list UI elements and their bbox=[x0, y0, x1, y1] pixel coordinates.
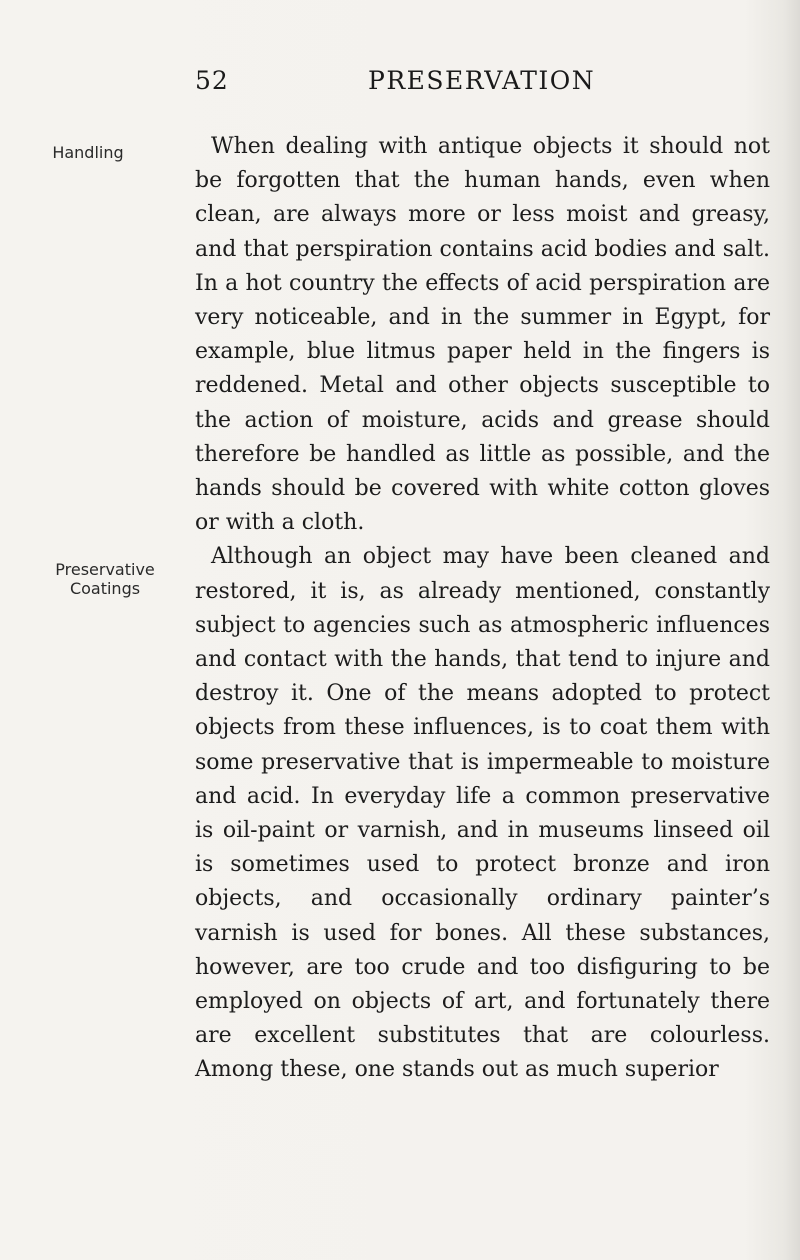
running-title: PRESERVATION bbox=[368, 66, 596, 95]
sidenote-handling: Handling bbox=[52, 143, 124, 162]
page-header bbox=[195, 66, 770, 106]
body-text bbox=[195, 130, 770, 1088]
page-number: 52 bbox=[195, 66, 229, 95]
sidenote-preservative-coatings: Preservative Coatings bbox=[55, 560, 155, 598]
paragraph-preservative-coatings: Although an object may have been cleaned and restored, it is, as already mentioned, constantly subject to agencies such as atmospheric influences and contact with the hands, that tend to injure and destroy it. One of the means adopted to protect objects from these influences, is to coat them with some preservative that is impermeable to moisture and acid. In everyday life a common preservative is oil-paint or varnish, and in museums linseed oil is sometimes used to protect bronze and iron objects, and occasionally ordinary painter’s varnish is used for bones. All these substances, however, are too crude and too disfiguring to be employed on objects of art, and fortunately there are excellent substitutes that are colourless. Among these, one stands out as much superior bbox=[195, 544, 770, 1083]
paragraph-handling: When dealing with antique objects it should not be forgotten that the human hands, even when clean, are always more or less moist and greasy, and that perspiration contains acid bodies and salt. In a hot country the effects of acid perspiration are very noticeable, and in the summer in Egypt, for example, blue litmus paper held in the fingers is reddened. Metal and other objects susceptible to the action of moisture, acids and grease should therefore be handled as little as possible, and the hands should be covered with white cotton gloves or with a cloth. bbox=[195, 134, 770, 536]
